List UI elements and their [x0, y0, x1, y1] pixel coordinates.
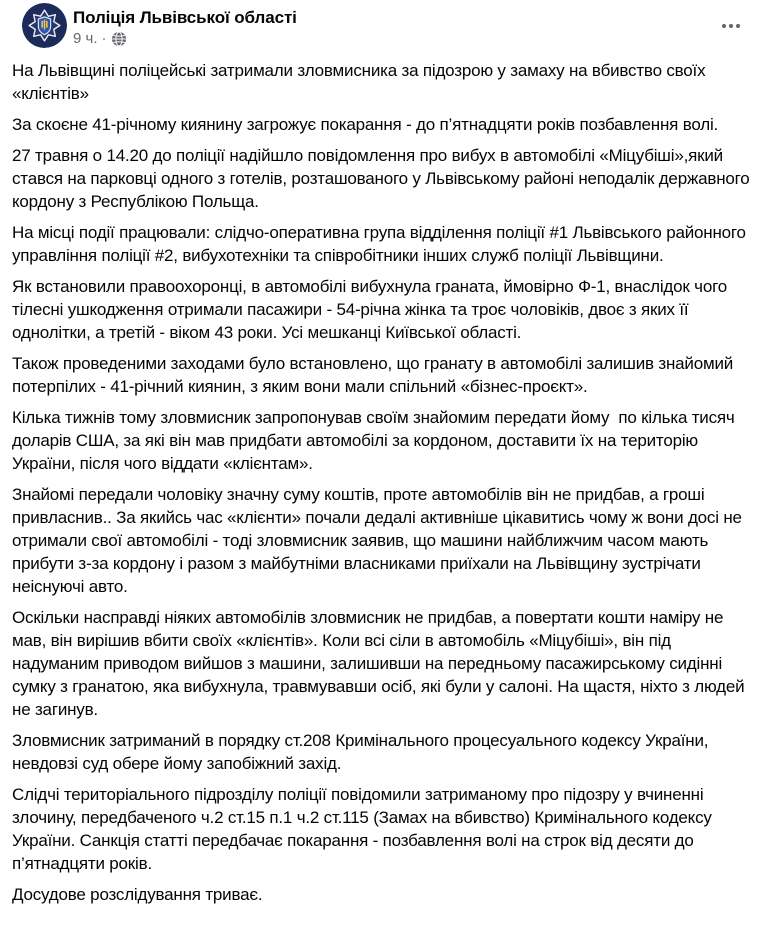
more-options-button[interactable] [714, 9, 748, 43]
header-info [73, 3, 714, 48]
post-paragraph: Як встановили правоохоронці, в автомобілі вибухнула граната, ймовірно Ф-1, внаслідок чого тілесні ушкодження отримали пасажири - 54-річна жінка та троє чоловіків, двоє з яких її однолітки, а третій - віком 43 роки. Усі мешканці Київської області. [12, 277, 732, 343]
post-paragraph: За скоєне 41-річному киянину загрожує покарання - до п’ятнадцяти років позбавлення волі. [12, 115, 719, 135]
post-paragraph: Знайомі передали чоловіку значну суму коштів, проте автомобілів він не придбав, а гроші привласнив.. За якийсь час «клієнти» почали дедалі активніше цікавитись чому ж вони досі не отримали свої автомобілі - тоді зловмисник заявив, що машини найближчим часом мають прибути з-за кордону і разом з майбутніми власниками приїхали на Львівщину зустрічати неіснуючі авто. [12, 485, 747, 597]
page-name-link[interactable]: Поліція Львівської області [73, 8, 297, 27]
post-paragraph: На Львівщині поліцейські затримали зловмисника за підозрою у замаху на вбивство своїх «клієнтів» [12, 61, 710, 104]
post-paragraph: Зловмисник затриманий в порядку ст.208 Кримінального процесуального кодексу України, невдовзі суд обере йому запобіжний захід. [12, 731, 713, 774]
timestamp[interactable]: 9 ч. [73, 30, 98, 48]
three-dots-icon [720, 24, 742, 28]
globe-icon [111, 31, 127, 47]
post-paragraph: 27 травня о 14.20 до поліції надійшло повідомлення про вибух в автомобілі «Міцубіші»,який стався на парковці одного з готелів, розташованого у Львівському районі неподалік державного кордону з Республікою Польща. [12, 146, 755, 212]
post-paragraph: Слідчі територіального підрозділу поліції повідомили затриманому про підозру у вчиненні злочину, передбаченого ч.2 ст.15 п.1 ч.2 ст.115 (Замах на вбивство) Кримінального кодексу України. Санкція статті передбачає покарання - позбавлення волі на строк від десяти до п’ятнадцяти років. [12, 785, 717, 874]
page-avatar[interactable] [22, 3, 67, 48]
post-meta [73, 30, 714, 48]
post-header [0, 0, 764, 52]
post-text [0, 52, 764, 914]
post-paragraph: Також проведеними заходами було встановлено, що гранату в автомобілі залишив знайомий потерпілих - 41-річний киянин, з яким вони мали спільний «бізнес-проєкт». [12, 354, 738, 397]
post-paragraph: Кілька тижнів тому зловмисник запропонував своїм знайомим передати йому по кілька тисяч доларів США, за які він мав придбати автомобілі за кордоном, доставити їх на територію України, після чого віддати «клієнтам». [12, 408, 740, 474]
post-paragraph: Досудове розслідування триває. [12, 885, 263, 905]
post-paragraph: Оскільки насправді ніяких автомобілів зловмисник не придбав, а повертати кошти наміру не мав, він вирішив вбити своїх «клієнтів». Коли всі сіли в автомобіль «Міцубіші», він під надуманим приводом вийшов з машини, залишивши на передньому пасажирському сидінні сумку з гранатою, яка вибухнула, травмувавши осіб, які були у салоні. На щастя, ніхто з людей не загинув. [12, 608, 749, 720]
meta-separator: · [101, 30, 107, 48]
police-badge-icon [22, 3, 67, 48]
post-paragraph: На місці події працювали: слідчо-оперативна група відділення поліції #1 Львівського районного управління поліції #2, вибухотехніки та співробітники інших служб поліції Львівщини. [12, 223, 751, 266]
